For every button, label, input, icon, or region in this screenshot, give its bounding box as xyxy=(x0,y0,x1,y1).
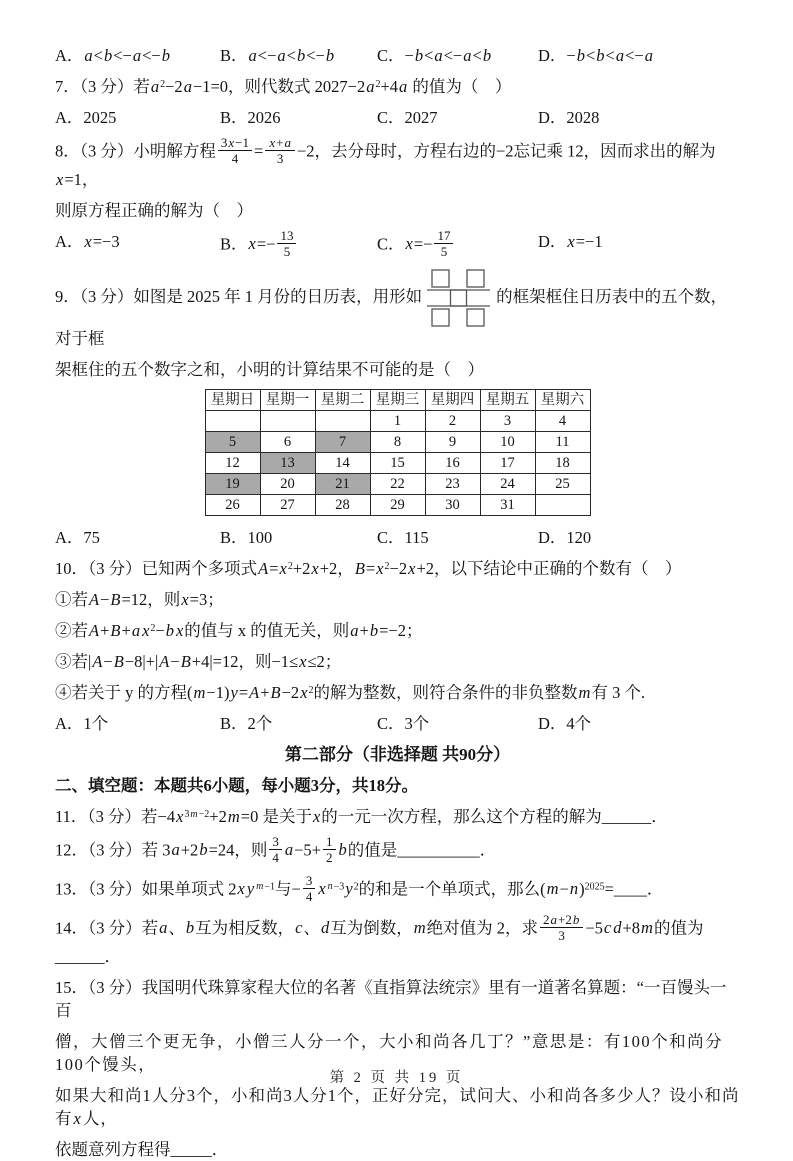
option-item: C．2027 xyxy=(377,108,438,127)
section2-instructions: 二、填空题：本题共6小题，每小题3分，共18分。 xyxy=(55,776,418,795)
math-variable: b xyxy=(596,46,605,65)
option-item: C．−b<a<−a<b xyxy=(377,46,492,65)
q10-statement-4: ④若关于 y 的方程$(m-1)y=A+B-2x^2$的解为整数，则符合条件的非负整数m有 3 个. xyxy=(55,683,646,702)
q15-line3: 如果大和尚1人分3个，小和尚3人分1个，正好分完，试问大、小和尚各多少人？设小和尚有x人， xyxy=(55,1086,740,1128)
math-fraction: $\frac{x+a}{3}$ xyxy=(265,135,295,166)
math-fraction: $\frac{3}{4}$ xyxy=(269,834,282,865)
calendar-day-cell: 8 xyxy=(370,432,425,453)
q8-options-row xyxy=(55,230,740,261)
q13-stem: 13．（3 分）如果单项式 2x y $^{m-1}$与− $\frac{3}{4}$ x $^{n-3}y^2$的和是一个单项式，那么$(m-n)^{2025}=\_\_\_\_$． xyxy=(55,873,664,904)
calendar-table xyxy=(205,389,591,516)
calendar-day-cell xyxy=(315,411,370,432)
math-variable: x xyxy=(228,135,235,150)
math-variable: x xyxy=(73,1109,82,1128)
math-variable: b xyxy=(369,621,379,640)
math-variable: m xyxy=(190,809,198,820)
math-variable: b xyxy=(576,46,585,65)
math-variable: m xyxy=(413,918,426,938)
math-fraction: $\frac{3x-1}{4}$ xyxy=(218,135,252,166)
math-variable: B xyxy=(110,621,121,640)
option-item: C．x=− $\frac{17}{5}$ xyxy=(377,230,538,261)
calendar-header-cell: 星期二 xyxy=(315,390,370,411)
option-item: A．1个 xyxy=(55,714,109,733)
math-variable: b xyxy=(338,840,347,860)
math-variable: d xyxy=(613,918,622,938)
calendar-day-cell: 5 xyxy=(205,432,260,453)
math-variable: y xyxy=(230,683,238,702)
page-number: 第 2 页 共 19 页 xyxy=(329,1070,464,1086)
calendar-day-cell: 4 xyxy=(535,411,590,432)
math-variable: a xyxy=(84,46,93,65)
math-variable: a xyxy=(277,46,286,65)
q9-options-row xyxy=(55,526,740,549)
calendar-day-cell: 1 xyxy=(370,411,425,432)
math-variable: x xyxy=(408,559,416,578)
calendar-frame-icon xyxy=(427,269,491,327)
math-variable: m xyxy=(641,918,653,938)
option-item: C．3个 xyxy=(377,714,430,733)
math-variable: A xyxy=(258,559,269,578)
math-variable: a xyxy=(284,840,294,860)
option-item: D．120 xyxy=(538,528,592,547)
math-variable: b xyxy=(296,46,306,65)
calendar-day-cell: 25 xyxy=(535,474,590,495)
calendar-day-cell: 2 xyxy=(425,411,480,432)
math-variable: m xyxy=(578,683,591,702)
q7-stem: 7．（3 分）若$a^2-2a-1=0$，则代数式 $2027-2a^2+4a$ 的值为（ ） xyxy=(55,77,512,96)
calendar-day-cell: 15 xyxy=(370,453,425,474)
math-variable: a xyxy=(463,46,472,65)
math-variable: a xyxy=(434,46,443,65)
calendar-day-cell: 11 xyxy=(535,432,590,453)
math-variable: x xyxy=(248,234,256,254)
math-variable: m xyxy=(193,683,206,702)
math-superscript: 2 xyxy=(150,623,156,634)
q9-stem-line2: 架框住的五个数字之和，小明的计算结果不可能的是（ ） xyxy=(55,360,484,379)
option-item: A．x=−3 xyxy=(55,232,120,251)
calendar-day-cell: 24 xyxy=(480,474,535,495)
calendar-day-cell: 6 xyxy=(260,432,315,453)
math-superscript: 2 xyxy=(353,881,359,893)
option-item: B．100 xyxy=(220,528,273,547)
math-variable: b xyxy=(165,621,174,640)
math-superscript: 2 xyxy=(384,561,390,572)
math-variable: a xyxy=(171,840,180,860)
math-variable: b xyxy=(161,46,170,65)
math-fraction: $\frac{17}{5}$ xyxy=(434,228,453,259)
math-variable: a xyxy=(284,135,291,150)
calendar-day-cell: 10 xyxy=(480,432,535,453)
math-variable: x xyxy=(176,807,184,826)
calendar-header-cell: 星期日 xyxy=(205,390,260,411)
option-item: D．2028 xyxy=(538,108,600,127)
calendar-day-cell xyxy=(535,495,590,516)
math-variable: b xyxy=(482,46,492,65)
math-variable: x xyxy=(142,621,150,640)
math-fraction: $\frac{13}{5}$ xyxy=(277,228,296,259)
math-variable: x xyxy=(269,135,276,150)
math-variable: a xyxy=(132,46,142,65)
math-variable: a xyxy=(350,621,359,640)
math-variable: b xyxy=(414,46,424,65)
calendar-day-cell: 12 xyxy=(205,453,260,474)
math-superscript: 2 xyxy=(287,561,293,572)
math-variable: a xyxy=(644,46,653,65)
math-variable: a xyxy=(131,621,141,640)
calendar-day-cell: 21 xyxy=(315,474,370,495)
page-footer xyxy=(0,1066,793,1087)
q8-stem-line2: 则原方程正确的解为（ ） xyxy=(55,201,253,220)
math-variable: a xyxy=(150,77,160,96)
q10-stem: 10．（3 分）已知两个多项式$A=x^2+2x+2$，$B=x^2-2x+2$，以下结论中正确的个数有（ ） xyxy=(55,559,682,578)
math-variable: a xyxy=(399,77,408,96)
math-fraction: $\frac{2a+2b}{3}$ xyxy=(540,912,583,943)
math-fraction: $\frac{3}{4}$ xyxy=(303,873,316,904)
calendar-day-cell: 28 xyxy=(315,495,370,516)
calendar-day-cell: 31 xyxy=(480,495,535,516)
q10-statement-2: ②若A+B+a $x^2-b$ x的值与 x 的值无关，则a+b=−2； xyxy=(55,621,423,640)
option-item: B．x=− $\frac{13}{5}$ xyxy=(220,230,377,261)
calendar-day-cell: 19 xyxy=(205,474,260,495)
calendar-day-cell: 18 xyxy=(535,453,590,474)
q15-line1: 15．（3 分）我国明代珠算家程大位的名著《直指算法统宗》里有一道著名算题：“一百馒头一百 xyxy=(55,978,727,1020)
math-variable: a xyxy=(183,77,192,96)
q9-stem-line1: 9．（3 分）如图是 2025 年 1 月份的日历表，用形如 的框架框住日历表中的五个数，对于框 xyxy=(55,269,740,350)
calendar-day-cell: 20 xyxy=(260,474,315,495)
calendar-header-cell: 星期五 xyxy=(480,390,535,411)
calendar-day-cell: 7 xyxy=(315,432,370,453)
math-variable: x xyxy=(181,590,189,609)
q7-options-row xyxy=(55,106,740,129)
q10-options-row xyxy=(55,712,740,735)
option-item: A．a<b<−a<−b xyxy=(55,46,170,65)
math-variable: n xyxy=(327,881,333,893)
math-variable: y xyxy=(246,879,255,899)
option-item: D．4个 xyxy=(538,714,592,733)
math-variable: x xyxy=(84,232,92,251)
math-variable: a xyxy=(159,918,168,938)
calendar-day-cell: 3 xyxy=(480,411,535,432)
math-superscript: 2 xyxy=(308,685,314,696)
calendar-day-cell: 29 xyxy=(370,495,425,516)
math-variable: x xyxy=(56,170,64,189)
calendar-day-cell: 17 xyxy=(480,453,535,474)
math-variable: B xyxy=(110,590,121,609)
math-superscript: 2 xyxy=(160,79,166,90)
math-variable: x xyxy=(237,879,245,899)
calendar-day-cell: 30 xyxy=(425,495,480,516)
math-variable: b xyxy=(103,46,113,65)
math-variable: A xyxy=(89,621,100,640)
calendar-header-cell: 星期一 xyxy=(260,390,315,411)
math-variable: d xyxy=(320,918,330,938)
math-variable: A xyxy=(89,590,100,609)
math-variable: x xyxy=(567,232,575,251)
math-variable: A xyxy=(92,652,103,671)
option-item: A．2025 xyxy=(55,108,117,127)
math-variable: B xyxy=(113,652,124,671)
option-item: A．75 xyxy=(55,528,100,547)
q10-statement-1: ①若A−B=12，则x=3； xyxy=(55,590,224,609)
math-variable: x xyxy=(318,879,326,899)
math-variable: B xyxy=(354,559,365,578)
q15-line4: 依题意列方程得_____． xyxy=(55,1140,229,1159)
math-superscript: 2 xyxy=(375,79,381,90)
math-fraction: $\frac{1}{2}$ xyxy=(323,834,336,865)
math-superscript: n−3 xyxy=(327,881,345,893)
math-variable: x xyxy=(175,621,184,640)
calendar-header-cell: 星期六 xyxy=(535,390,590,411)
calendar-day-cell: 23 xyxy=(425,474,480,495)
math-variable: a xyxy=(550,912,557,927)
option-item: B．2026 xyxy=(220,108,281,127)
calendar-day-cell: 22 xyxy=(370,474,425,495)
math-variable: m xyxy=(546,879,559,899)
math-variable: b xyxy=(199,840,208,860)
calendar-day-cell: 27 xyxy=(260,495,315,516)
calendar-header-cell: 星期四 xyxy=(425,390,480,411)
q10-statement-3: ③若|A−B−8|+|A−B+4|=12，则−1≤x≤2； xyxy=(55,652,342,671)
math-variable: x xyxy=(312,807,321,826)
q15-line2: 僧，大僧三个更无争，小僧三人分一个，大小和尚各几丁？”意思是：有100个和尚分100个馒头， xyxy=(55,1032,724,1074)
math-variable: x xyxy=(279,559,287,578)
math-superscript: 2025 xyxy=(584,881,605,893)
option-item: D．x=−1 xyxy=(538,232,603,251)
calendar-day-cell: 14 xyxy=(315,453,370,474)
math-variable: y xyxy=(345,879,353,899)
math-variable: n xyxy=(569,879,579,899)
option-item: D．−b<b<a<−a xyxy=(538,46,653,65)
math-variable: B xyxy=(270,683,281,702)
calendar-header-cell: 星期三 xyxy=(370,390,425,411)
math-variable: A xyxy=(159,652,170,671)
math-variable: x xyxy=(299,652,307,671)
math-variable: b xyxy=(325,46,335,65)
math-superscript: m−1 xyxy=(256,881,276,893)
calendar-table xyxy=(55,389,740,516)
math-superscript: 3m−2 xyxy=(184,809,210,820)
option-item: B．2个 xyxy=(220,714,273,733)
math-variable: b xyxy=(572,912,580,927)
math-variable: x xyxy=(300,683,308,702)
calendar-day-cell xyxy=(260,411,315,432)
calendar-day-cell: 9 xyxy=(425,432,480,453)
q11-stem: 11．（3 分）若$-4x^{3m-2}+2m=0$ 是关于x的一元一次方程，那么这个方程的解为______． xyxy=(55,807,668,826)
math-variable: m xyxy=(227,807,240,826)
part2-heading: 第二部分（非选择题 共90分） xyxy=(284,745,511,764)
math-variable: c xyxy=(603,918,612,938)
q8-stem-line1: 8．（3 分）小明解方程 $\frac{3x-1}{4}$ = $\frac{x+a}{3}$ −2，去分母时，方程右边的−2忘记乘 12，因而求出的解为x=1， xyxy=(55,135,716,189)
q6-options-row xyxy=(55,44,740,67)
math-variable: x xyxy=(376,559,384,578)
q12-stem: 12．（3 分）若 3a+2b=24，则 $\frac{3}{4}$ a−5+ $\frac{1}{2}$ b的值是__________． xyxy=(55,834,497,865)
math-variable: c xyxy=(295,918,303,938)
option-item: B．a<−a<b<−b xyxy=(220,46,335,65)
math-variable: a xyxy=(615,46,625,65)
calendar-day-cell xyxy=(205,411,260,432)
math-variable: m xyxy=(256,881,264,893)
calendar-day-cell: 13 xyxy=(260,453,315,474)
calendar-day-cell: 26 xyxy=(205,495,260,516)
calendar-day-cell: 16 xyxy=(425,453,480,474)
q14-stem: 14．（3 分）若a、b互为相反数，c、d互为倒数，m绝对值为 2，求 $\frac{2a+2b}{3}$ −5c d+8m的值为______． xyxy=(55,912,704,966)
math-variable: x xyxy=(405,234,413,254)
math-variable: a xyxy=(366,77,375,96)
math-variable: B xyxy=(180,652,191,671)
option-item: C．115 xyxy=(377,528,429,547)
math-variable: x xyxy=(311,559,319,578)
math-variable: A xyxy=(249,683,260,702)
math-variable: b xyxy=(185,918,195,938)
math-variable: a xyxy=(248,46,257,65)
